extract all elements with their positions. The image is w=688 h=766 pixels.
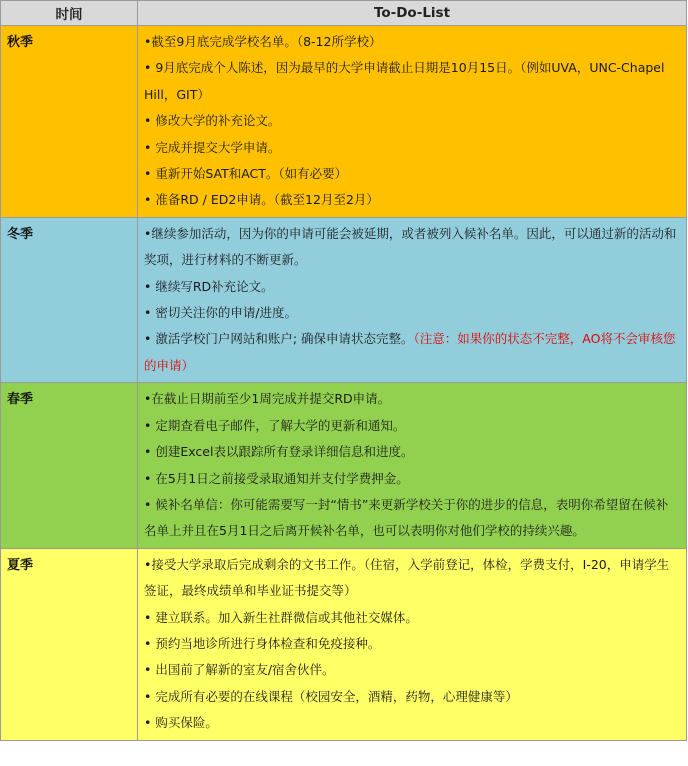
header-time: 时间: [1, 1, 138, 26]
row-summer: [1, 548, 687, 740]
warning-note: （注意：如果你的状态不完整，AO将不会审核您的申请）: [144, 331, 676, 373]
list-item: • 完成并提交大学申请。: [144, 139, 281, 155]
header-row: [1, 1, 687, 26]
list-item: • 9月底完成个人陈述，因为最早的大学申请截止日期是10月15日。（例如UVA，UNC-Chapel Hill，GIT）: [144, 60, 665, 102]
list-item: • 候补名单信：你可能需要写一封“情书”来更新学校关于你的进步的信息，表明你希望留在候补名单上并且在5月1日之后离开候补名单，也可以表明你对他们学校的持续兴趣。: [144, 496, 669, 539]
todo-spring: [138, 383, 687, 548]
todo-autumn: [138, 26, 687, 218]
list-item: • 修改大学的补充论文。: [144, 113, 281, 129]
list-item: •接受大学录取后完成剩余的文书工作。（住宿，入学前登记，体检，学费支付，I-20，申请学生签证，最终成绩单和毕业证书提交等）: [144, 556, 670, 599]
list-item: • 准备RD / ED2申请。（截至12月至2月）: [144, 192, 379, 208]
season-winter: 冬季: [1, 217, 138, 382]
list-item: • 出国前了解新的室友/宿舍伙伴。: [144, 662, 335, 678]
list-item: • 购买保险。: [144, 715, 218, 731]
list-item: •继续参加活动，因为你的申请可能会被延期，或者被列入候补名单。因此，可以通过新的活动和奖项，进行材料的不断更新。: [144, 225, 677, 268]
list-item: • 重新开始SAT和ACT。（如有必要）: [144, 166, 348, 182]
list-item: • 完成所有必要的在线课程（校园安全，酒精，药物，心理健康等）: [144, 688, 518, 704]
row-winter: [1, 217, 687, 382]
season-summer: 夏季: [1, 548, 138, 740]
list-item: [144, 326, 680, 379]
list-item: • 在5月1日之前接受录取通知并支付学费押金。: [144, 470, 409, 486]
todo-summer: [138, 548, 687, 740]
list-item: • 密切关注你的申请/进度。: [144, 305, 298, 321]
list-item: • 建立联系。加入新生社群微信或其他社交媒体。: [144, 609, 418, 625]
header-todo-list: To-Do-List: [138, 1, 687, 26]
season-autumn: 秋季: [1, 26, 138, 218]
list-item: •截至9月底完成学校名单。（8-12所学校）: [144, 34, 382, 49]
list-item: • 定期查看电子邮件，了解大学的更新和通知。: [144, 417, 406, 433]
season-spring: 春季: [1, 383, 138, 548]
todo-winter: [138, 217, 687, 382]
list-item: •在截止日期前至少1周完成并提交RD申请。: [144, 391, 391, 407]
row-spring: [1, 383, 687, 548]
row-autumn: [1, 26, 687, 218]
list-item: • 创建Excel表以跟踪所有登录详细信息和进度。: [144, 444, 414, 460]
list-item-text: • 激活学校门户网站和账户; 确保申请状态完整。: [144, 331, 414, 347]
list-item: • 继续写RD补充论文。: [144, 278, 274, 294]
list-item: • 预约当地诊所进行身体检查和免疫接种。: [144, 635, 381, 651]
